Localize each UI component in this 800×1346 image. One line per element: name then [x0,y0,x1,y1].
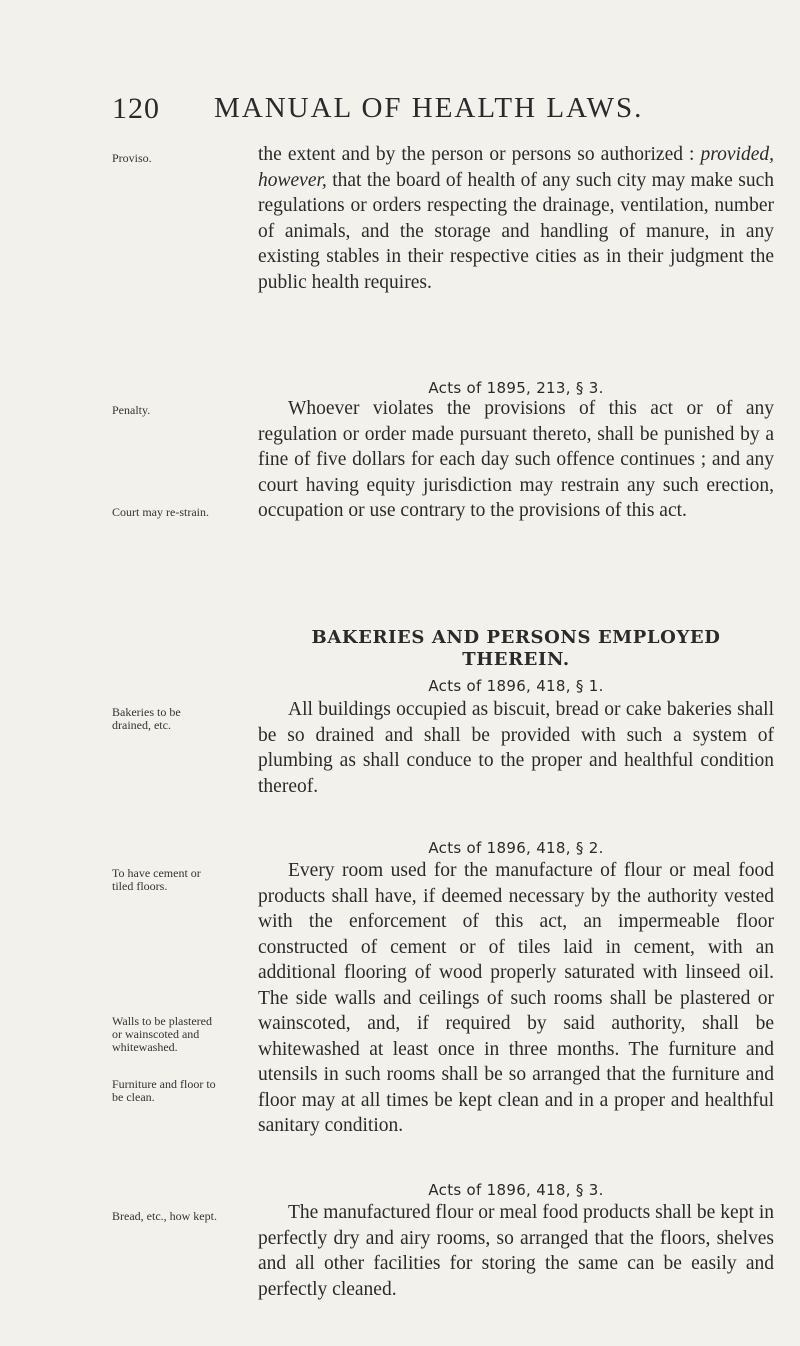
paragraph-bakeries-drained: All buildings occupied as biscuit, bread or cake bakeries shall be so drained and shall be provided with such a system of plumbing as shall conduce to the proper and healthful condition thereof. [258,699,774,797]
page-number: 120 [112,92,160,125]
proviso-italic: provided, however, [258,144,774,191]
proviso-text-start: the extent and by the person or persons so authorized : [258,144,701,165]
proviso-text-end: that the board of health of any such city may make such regulations or orders respecting the drainage, ventilation, number of animals, and the storage and handling of manure, in any existing stables in their respective cities as in their judgment the public health requires. [258,169,774,293]
citation-acts-1896-s2: Acts of 1896, 418, § 2. [428,839,604,857]
running-head: MANUAL OF HEALTH LAWS. [214,92,644,124]
margin-note-bread: Bread, etc., how kept. [112,1209,217,1223]
section-heading: BAKERIES AND PERSONS EMPLOYED THEREIN. [311,627,721,670]
margin-note-bakeries-drained: Bakeries to be drained, etc. [112,705,181,732]
citation-acts-1896-s1: Acts of 1896, 418, § 1. [428,677,604,695]
citation-acts-1895: Acts of 1895, 213, § 3. [428,379,604,397]
margin-note-walls: Walls to be plastered or wainscoted and whitewashed. [112,1014,213,1054]
margin-note-penalty: Penalty. [112,403,151,417]
margin-note-court: Court may re-strain. [112,505,209,519]
citation-acts-1896-s3: Acts of 1896, 418, § 3. [428,1181,604,1199]
margin-note-proviso: Proviso. [112,151,152,165]
paragraph-room-requirements: Every room used for the manufacture of flour or meal food products shall have, if deemed necessary by the authority vested with the enforcement of this act, an impermeable floor constructed of cement or of tiles laid in cement, with an additional flooring of wood properly saturated with linseed oil. The side walls and ceilings of such rooms shall be plastered or wainscoted, and, if required by said authority, shall be whitewashed at least once in three months. The furniture and utensils in such rooms shall be so arranged that the furniture and floor may at all times be kept clean and in a proper and healthful sanitary condition. [258,860,774,1136]
paragraph-proviso [258,142,774,295]
margin-note-furniture: Furniture and floor to be clean. [112,1077,216,1104]
paragraph-penalty: Whoever violates the provisions of this act or of any regulation or order made pursuant thereto, shall be punished by a fine of five dollars for each day such offence continues ; and any court having equity jurisdiction may restrain any such erection, occupation or use contrary to the provisions of this act. [258,398,774,521]
paragraph-bread-storage: The manufactured flour or meal food products shall be kept in perfectly dry and airy rooms, so arranged that the floors, shelves and all other facilities for storing the same can be easily and perfectly cleaned. [258,1202,774,1300]
margin-note-cement-floors: To have cement or tiled floors. [112,866,201,893]
